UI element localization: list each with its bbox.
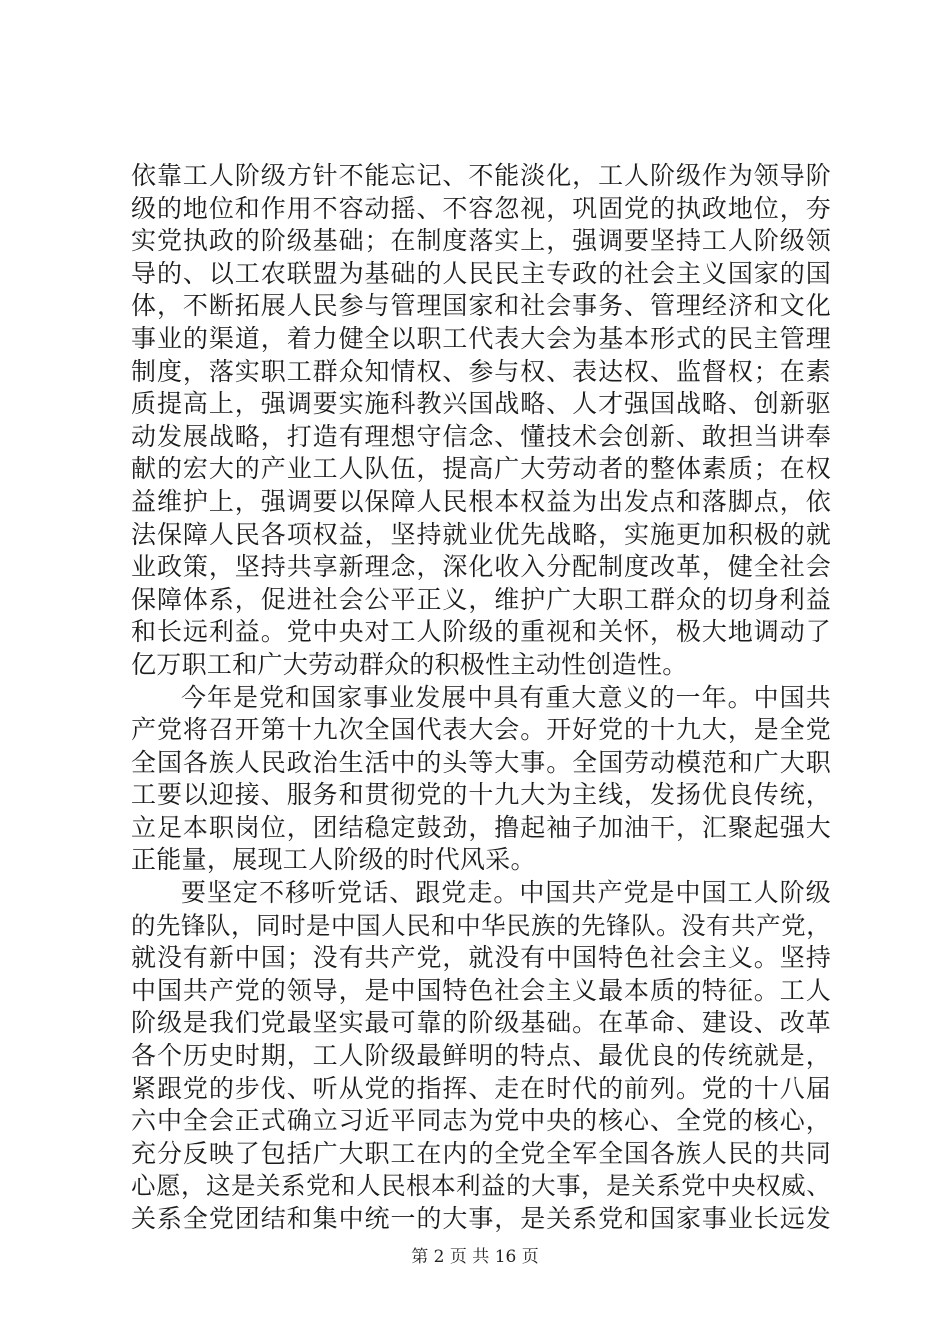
text-line: 保障体系，促进社会公平正义，维护广大职工群众的切身利益 <box>131 584 831 614</box>
text-line: 动发展战略，打造有理想守信念、懂技术会创新、敢担当讲奉 <box>131 421 831 451</box>
text-line: 亿万职工和广大劳动群众的积极性主动性创造性。 <box>131 649 688 679</box>
text-line: 事业的渠道，着力健全以职工代表大会为基本形式的民主管理 <box>131 323 831 353</box>
text-line: 献的宏大的产业工人队伍，提高广大劳动者的整体素质；在权 <box>131 454 831 484</box>
text-line: 和长远利益。党中央对工人阶级的重视和关怀，极大地调动了 <box>131 617 831 647</box>
text-line: 要坚定不移听党话、跟党走。中国共产党是中国工人阶级 <box>181 878 831 908</box>
text-line: 今年是党和国家事业发展中具有重大意义的一年。中国共 <box>181 682 831 712</box>
body-text <box>131 160 831 1236</box>
text-line: 体，不断拓展人民参与管理国家和社会事务、管理经济和文化 <box>131 291 831 321</box>
page-footer: 第 2 页 共 16 页 <box>411 1247 539 1267</box>
text-line: 质提高上，强调要实施科教兴国战略、人才强国战略、创新驱 <box>131 389 831 419</box>
text-line: 级的地位和作用不容动摇、不容忽视，巩固党的执政地位，夯 <box>131 193 831 223</box>
text-line: 心愿，这是关系党和人民根本利益的大事，是关系党中央权威、 <box>131 1171 831 1201</box>
text-line: 益维护上，强调要以保障人民根本权益为出发点和落脚点，依 <box>131 486 831 516</box>
text-line: 六中全会正式确立习近平同志为党中央的核心、全党的核心， <box>131 1106 831 1136</box>
text-line: 中国共产党的领导，是中国特色社会主义最本质的特征。工人 <box>131 975 831 1005</box>
text-line: 导的、以工农联盟为基础的人民民主专政的社会主义国家的国 <box>131 258 831 288</box>
text-line: 的先锋队，同时是中国人民和中华民族的先锋队。没有共产党， <box>131 910 831 940</box>
text-line: 实党执政的阶级基础；在制度落实上，强调要坚持工人阶级领 <box>131 226 831 256</box>
text-line: 依靠工人阶级方针不能忘记、不能淡化，工人阶级作为领导阶 <box>131 161 831 190</box>
text-line: 紧跟党的步伐、听从党的指挥、走在时代的前列。党的十八届 <box>131 1073 831 1103</box>
text-line: 充分反映了包括广大职工在内的全党全军全国各族人民的共同 <box>131 1138 831 1168</box>
text-line: 就没有新中国；没有共产党，就没有中国特色社会主义。坚持 <box>131 943 831 973</box>
text-line: 各个历史时期，工人阶级最鲜明的特点、最优良的传统就是， <box>131 1041 831 1071</box>
text-line: 全国各族人民政治生活中的头等大事。全国劳动模范和广大职 <box>131 747 831 777</box>
text-line: 制度，落实职工群众知情权、参与权、表达权、监督权；在素 <box>131 356 831 386</box>
text-line: 产党将召开第十九次全国代表大会。开好党的十九大，是全党 <box>131 715 831 745</box>
text-line: 法保障人民各项权益，坚持就业优先战略，实施更加积极的就 <box>131 519 831 549</box>
text-line: 阶级是我们党最坚实最可靠的阶级基础。在革命、建设、改革 <box>131 1008 831 1038</box>
text-line: 关系全党团结和集中统一的大事，是关系党和国家事业长远发 <box>131 1204 831 1233</box>
text-line: 业政策，坚持共享新理念，深化收入分配制度改革，健全社会 <box>131 552 831 582</box>
text-line: 立足本职岗位，团结稳定鼓劲，撸起袖子加油干，汇聚起强大 <box>131 812 831 842</box>
text-line: 工要以迎接、服务和贯彻党的十九大为主线，发扬优良传统， <box>131 780 831 810</box>
text-line: 正能量，展现工人阶级的时代风采。 <box>131 845 536 875</box>
